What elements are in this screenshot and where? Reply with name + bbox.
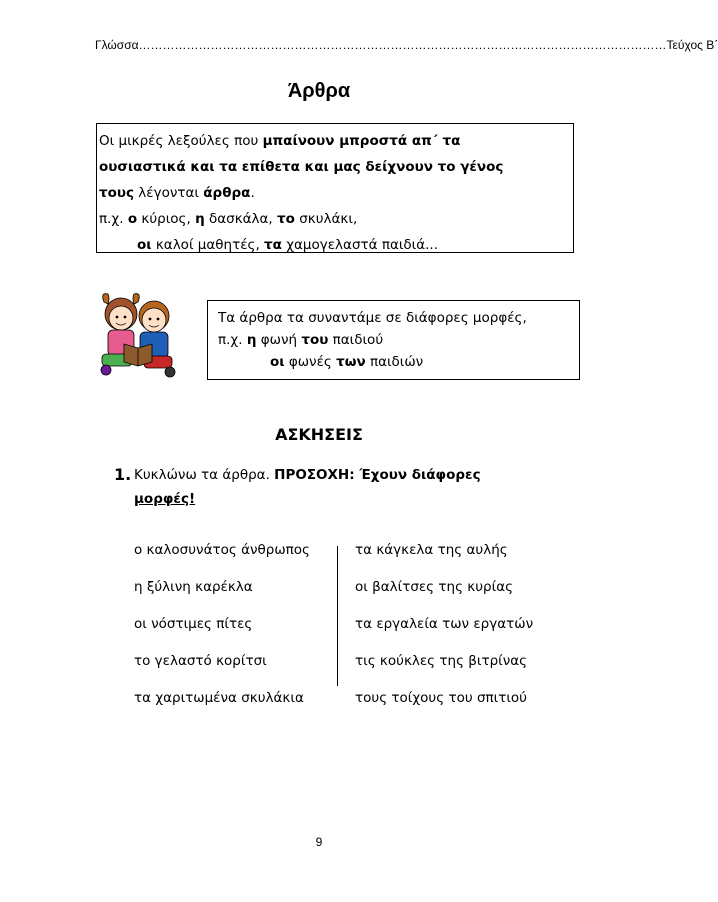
- phrase-item[interactable]: οι βαλίτσες της κυρίας: [355, 579, 514, 595]
- phrases-left-column: [134, 540, 310, 725]
- page-title: Άρθρα: [287, 80, 351, 102]
- header-dots: ……………………………………………………………………………………………………………………: [138, 38, 667, 52]
- text: σκυλάκι,: [294, 211, 358, 227]
- phrase-item[interactable]: τα εργαλεία των εργατών: [355, 616, 534, 632]
- bold-text: τους: [99, 185, 135, 201]
- text: παιδιού: [328, 332, 384, 348]
- underlined-text: μορφές!: [134, 491, 196, 507]
- phrase-item[interactable]: τους τοίχους του σπιτιού: [355, 690, 527, 706]
- text: χαμογελαστά παιδιά...: [281, 237, 439, 253]
- phrase-item[interactable]: ο καλοσυνάτος άνθρωπος: [134, 542, 310, 558]
- definition-line-1: [99, 128, 563, 154]
- page-number: 9: [315, 835, 323, 849]
- article: το: [277, 211, 295, 227]
- forms-line-1: Τα άρθρα τα συναντάμε σε διάφορες μορφές,: [218, 310, 527, 326]
- text: καλοί μαθητές,: [151, 237, 265, 253]
- column-divider: [337, 546, 338, 686]
- reading-kids-illustration: [98, 288, 178, 384]
- phrase-item[interactable]: οι νόστιμες πίτες: [134, 616, 253, 632]
- forms-example-1: [218, 329, 571, 351]
- text: κύριος,: [137, 211, 196, 227]
- article: του: [301, 332, 329, 348]
- bold-text: μπαίνουν μπροστά απ΄ τα: [262, 133, 461, 149]
- forms-example-2: [218, 351, 571, 373]
- bold-text: άρθρα: [203, 185, 251, 201]
- text: δασκάλα,: [204, 211, 278, 227]
- phrase-item[interactable]: τις κούκλες της βιτρίνας: [355, 653, 528, 669]
- article: τα: [264, 237, 282, 253]
- phrase-item[interactable]: η ξύλινη καρέκλα: [134, 579, 253, 595]
- exercises-heading: ΑΣΚΗΣΕΙΣ: [275, 425, 363, 444]
- article: η: [246, 332, 257, 348]
- page-header: [95, 38, 718, 52]
- phrases-right-column: [355, 540, 533, 725]
- bold-text: ΠΡΟΣΟΧΗ: Έχουν διάφορες: [274, 467, 481, 483]
- phrase-item[interactable]: τα κάγκελα της αυλής: [355, 542, 508, 558]
- article: οι: [270, 354, 285, 370]
- phrase-item[interactable]: τα χαριτωμένα σκυλάκια: [134, 690, 304, 706]
- article: οι: [137, 237, 152, 253]
- definition-example-2: [99, 232, 563, 258]
- definition-example-1: [99, 206, 563, 232]
- question-1: [114, 463, 544, 511]
- article: η: [195, 211, 205, 227]
- text: Κυκλώνω τα άρθρα.: [134, 467, 275, 483]
- header-subject: Γλώσσα: [95, 38, 139, 52]
- text: φωνή: [256, 332, 302, 348]
- text: π.χ.: [218, 332, 247, 348]
- phrase-item[interactable]: το γελαστό κορίτσι: [134, 653, 267, 669]
- text: λέγονται: [134, 185, 204, 201]
- text: παιδιών: [365, 354, 424, 370]
- text: Οι μικρές λεξούλες που: [99, 133, 263, 149]
- text: π.χ.: [99, 211, 128, 227]
- article: ο: [127, 211, 138, 227]
- article-forms-box: [207, 300, 580, 380]
- question-text-line-2: [114, 487, 544, 511]
- article: των: [336, 354, 366, 370]
- question-number: 1.: [114, 465, 132, 484]
- definition-line-3: [99, 180, 563, 206]
- header-volume: Τεύχος Β΄: [666, 38, 718, 52]
- text: .: [250, 185, 255, 201]
- question-text-line-1: [114, 463, 544, 487]
- definition-box: [96, 123, 574, 253]
- text: φωνές: [284, 354, 337, 370]
- definition-line-2: ουσιαστικά και τα επίθετα και μας δείχνουν το γένος: [99, 159, 504, 175]
